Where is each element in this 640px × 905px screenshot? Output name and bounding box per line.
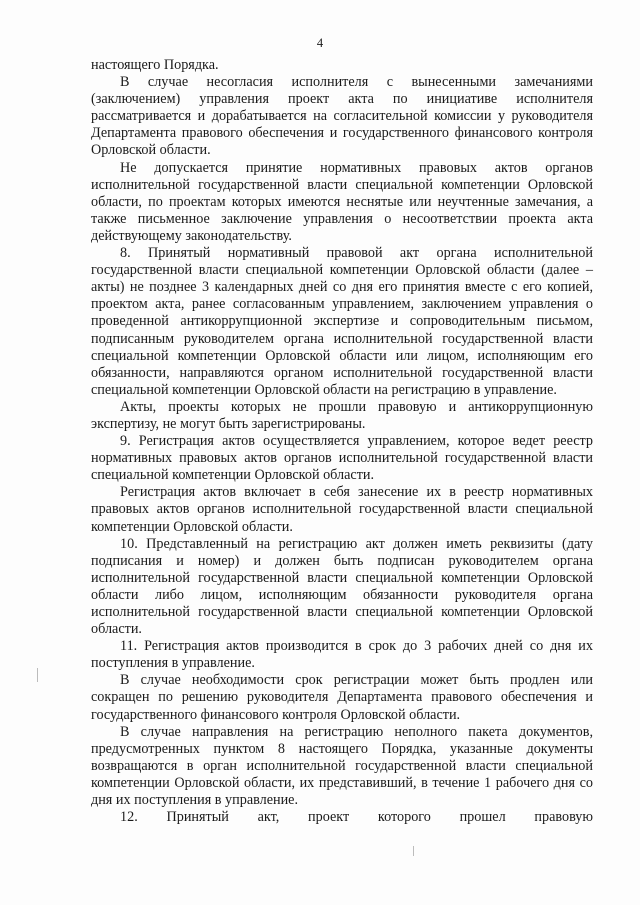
- paragraph-item-12: 12. Принятый акт, проект которого прошел правовую: [120, 809, 593, 826]
- paragraph: В случае направления на регистрацию неполного пакета документов, предусмотренных пунктом 8 настоящего Порядка, указанные документы возвращаются в орган исполнительной государственной власти специальной компетенции Орловской области, их представивший, в течение 1 рабочего дня со дня их поступления в управление.: [91, 723, 593, 809]
- paragraph: Акты, проекты которых не прошли правовую и антикоррупционную экспертизу, не могут быть зарегистрированы.: [91, 398, 593, 432]
- paragraph: В случае несогласия исполнителя с вынесенными замечаниями (заключением) управления проект акта по инициативе исполнителя рассматривается и дорабатывается на согласительной комиссии у руководителя Департамента правового обеспечения и государственного финансового контроля Орловской области.: [91, 74, 593, 159]
- paragraph: Регистрация актов включает в себя занесение их в реестр нормативных правовых актов органов исполнительной государственной власти специальной компетенции Орловской области.: [91, 484, 593, 535]
- paragraph-item-10: 10. Представленный на регистрацию акт должен иметь реквизиты (дату подписания и номер) и должен быть подписан руководителем органа исполнительной государственной власти специальной компетенции Орловской области либо лицом, исполняющим обязанности руководителя органа исполнительной государственной власти специальной компетенции Орловской области.: [91, 535, 593, 638]
- scan-mark: [37, 668, 38, 682]
- scan-mark: [413, 846, 414, 856]
- page-number: 4: [316, 36, 324, 50]
- paragraph: В случае необходимости срок регистрации может быть продлен или сокращен по решению руководителя Департамента правового обеспечения и государственного финансового контроля Орловской области.: [91, 672, 593, 723]
- paragraph-item-11: 11. Регистрация актов производится в срок до 3 рабочих дней со дня их поступления в управление.: [91, 638, 593, 672]
- document-body: [91, 57, 593, 826]
- paragraph: Не допускается принятие нормативных правовых актов органов исполнительной государственной власти специальной компетенции Орловской области, по проектам которых имеются неснятые или неучтенные замечания, а также письменное заключение управления о несоответствии проекта акта действующему законодательству.: [91, 159, 593, 244]
- paragraph-item-9: 9. Регистрация актов осуществляется управлением, которое ведет реестр нормативных правовых актов органов исполнительной государственной власти специальной компетенции Орловской области.: [91, 433, 593, 484]
- paragraph: настоящего Порядка.: [91, 57, 219, 73]
- paragraph-item-8: 8. Принятый нормативный правовой акт органа исполнительной государственной власти специальной компетенции Орловской области (далее – акты) не позднее 3 календарных дней со дня его принятия вместе с его копией, проектом акта, ранее согласованным управлением, заключением управления о проведенной антикоррупционной экспертизе и сопроводительным письмом, подписанным руководителем органа исполнительной государственной власти специальной компетенции Орловской области или лицом, исполняющим его обязанности, направляются органом исполнительной государственной власти специальной компетенции Орловской области на регистрацию в управление.: [91, 245, 593, 398]
